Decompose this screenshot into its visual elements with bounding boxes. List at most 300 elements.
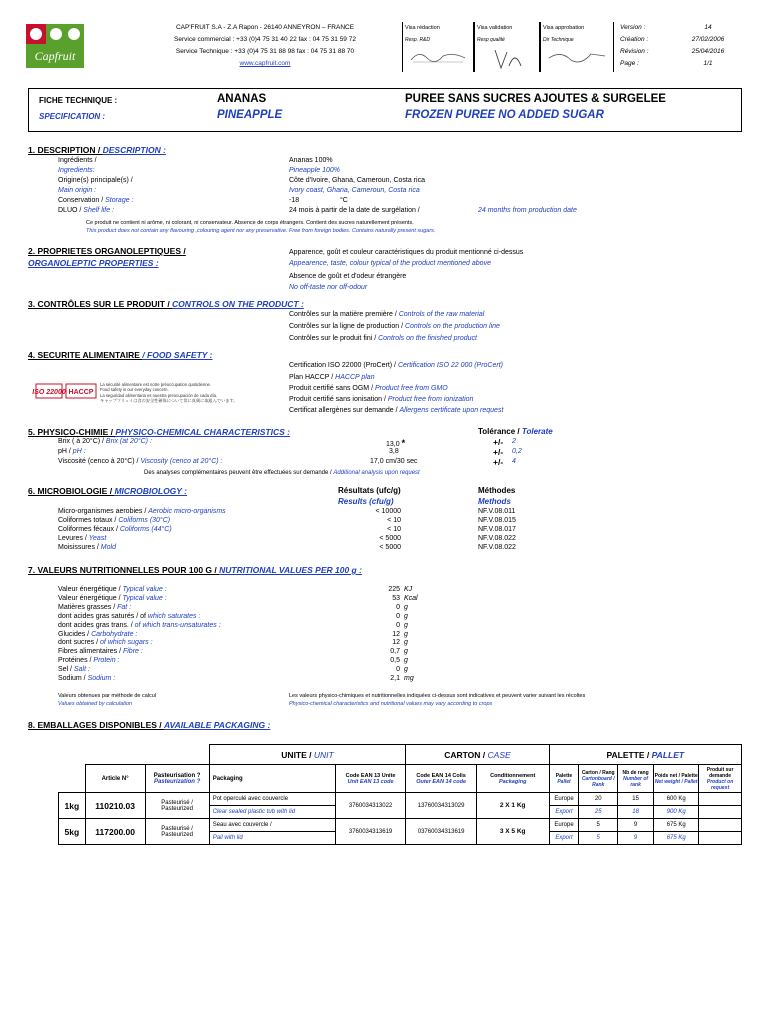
food-safety-motto <box>100 382 237 404</box>
pack-size: 5kg <box>59 819 86 845</box>
spec-label: SPECIFICATION : <box>39 112 106 121</box>
nutrition-fr: Matières grasses / <box>58 603 118 611</box>
micro-row <box>58 544 116 551</box>
nutrition-en: of which trans-unsaturates : <box>134 621 221 629</box>
fs-en: Product free from GMO <box>374 385 448 392</box>
pallet-rang: 20 <box>579 793 617 806</box>
micro-value: < 10000 <box>375 508 401 515</box>
pack-size: 1kg <box>59 793 86 819</box>
nutrition-row <box>58 657 120 664</box>
micro-en: Coliforms (30°C) <box>118 517 171 524</box>
past-fr: Pasteurisé / <box>161 799 193 806</box>
title-box <box>28 88 742 132</box>
physico-row <box>58 458 222 465</box>
nutrition-en: Fibre : <box>122 648 143 656</box>
nutrition-fr: Protéines / <box>58 657 94 665</box>
tolerance-fr: Tolérance / <box>478 427 522 436</box>
signature-title: Visa validation <box>477 25 513 31</box>
meta-label: Page : <box>620 60 639 67</box>
nutrition-unit: g <box>404 648 408 656</box>
micro-en: Aerobic micro-organisms <box>148 508 226 515</box>
meta-label: Version : <box>620 24 646 31</box>
pack-ean13: 3760034313619 <box>335 819 406 845</box>
col-fr: Conditionnement <box>490 772 536 779</box>
pallet-request <box>699 806 742 819</box>
section-controls-heading <box>28 299 304 309</box>
signature-validation <box>474 22 540 72</box>
nutrition-fr: Sodium / <box>58 675 88 682</box>
col-nb-rank <box>617 765 653 793</box>
nutrition-value: 53 <box>392 594 400 602</box>
organoleptic-line2-fr: Absence de goût et d'odeur étrangère <box>289 273 407 280</box>
product-desc-en: FROZEN PUREE NO ADDED SUGAR <box>405 109 604 121</box>
iso-haccp-logo <box>32 378 98 408</box>
motto-jp: キャップフリュイは食の安全性確保について常に真剣に取組んでいます。 <box>100 398 238 404</box>
col-article: Article N° <box>85 765 145 793</box>
organoleptic-line1-fr: Apparence, goût et couleur caractéristiques du produit mentionné ci-dessus <box>289 249 524 256</box>
plus-minus: +/- <box>493 447 504 457</box>
ingredients-label-fr: Ingrédients / <box>58 157 97 164</box>
pallet-en: PALLET <box>651 749 685 760</box>
control-fr: Contrôles sur la ligne de production / <box>289 323 405 330</box>
food-safety-item <box>289 385 448 392</box>
col-en: Cartonboard / Rank <box>581 775 615 788</box>
handwritten-signature <box>409 48 469 66</box>
col-conditionnement <box>476 765 549 793</box>
meta-value: 25/04/2016 <box>691 48 725 55</box>
food-safety-item <box>289 362 503 369</box>
origin-label-fr: Origine(s) principale(s) / <box>58 177 133 184</box>
col-fr: Palette <box>555 772 573 779</box>
capfruit-logo <box>26 24 84 68</box>
pallet-type: Export <box>549 806 579 819</box>
micro-value: < 10 <box>387 517 401 524</box>
micro-value: < 10 <box>387 526 401 533</box>
nutrition-en: Typical value : <box>122 594 167 602</box>
nutrition-value: 225 <box>388 586 400 593</box>
micro-value: < 5000 <box>379 544 401 551</box>
pallet-header <box>549 745 741 765</box>
nutrition-row <box>58 586 167 593</box>
meta-value: 27/02/2006 <box>691 36 725 43</box>
signature-redaction <box>402 22 474 72</box>
nutrition-row <box>58 595 167 602</box>
physico-tol: 4 <box>512 458 516 465</box>
nutrition-unit: g <box>404 630 408 638</box>
pallet-nb: 9 <box>617 832 653 845</box>
carton-en: CASE <box>487 749 511 760</box>
micro-results-fr: Résultats (ufc/g) <box>338 486 401 495</box>
fs-fr: Produit certifié sans ionisation / <box>289 396 388 403</box>
control-fr: Contrôles sur le produit fini / <box>289 335 379 342</box>
pallet-fr: PALETTE / <box>606 749 652 760</box>
physico-note <box>144 470 420 476</box>
pallet-type: Export <box>549 832 579 845</box>
micro-method: NF.V.08.022 <box>478 535 516 542</box>
fs-en: Allergens certificate upon request <box>399 407 504 414</box>
pack-cond: 2 X 1 Kg <box>476 793 549 819</box>
control-fr: Contrôles sur la matière première / <box>289 311 399 318</box>
col-fr: Carton / Rang <box>581 769 615 776</box>
col-en: Net weight / Pallet <box>654 778 698 785</box>
meta-revision <box>620 48 742 59</box>
col-en: Number of rank <box>623 775 649 788</box>
signature-role: Resp qualité <box>477 37 505 43</box>
micro-fr: Coliformes fécaux / <box>58 526 120 533</box>
physico-tol: 2 <box>512 438 516 445</box>
micro-en: Yeast <box>88 535 107 542</box>
carton-header <box>406 745 549 765</box>
pallet-weight: 675 Kg <box>654 819 699 832</box>
physico-fr: Brix ( à 20°C) / <box>58 438 106 445</box>
physico-row <box>58 438 152 445</box>
food-safety-item <box>289 396 473 403</box>
pallet-nb: 15 <box>617 793 653 806</box>
col-fr: Code EAN 14 Colis <box>416 772 466 779</box>
signature-role: Dir Technique <box>543 37 574 43</box>
pallet-weight: 600 Kg <box>654 793 699 806</box>
section-organoleptic-heading-fr: 2. PROPRIETES ORGANOLEPTIQUES / <box>28 246 186 256</box>
nutrition-en: of which sugars : <box>100 639 153 647</box>
heading-fr: 8. EMBALLAGES DISPONIBLES / <box>28 720 165 730</box>
product-name-fr: ANANAS <box>217 93 267 105</box>
fiche-label: FICHE TECHNIQUE : <box>39 96 118 105</box>
nutrition-value: 12 <box>392 639 400 647</box>
past-fr: Pasteurisé / <box>161 825 193 832</box>
nutrition-fr: dont acides gras trans. / <box>58 621 135 629</box>
heading-en: CONTROLS ON THE PRODUCT : <box>172 299 304 309</box>
pack-pasteurisation <box>145 793 209 819</box>
nutrition-unit: g <box>404 603 408 611</box>
heading-fr: 7. VALEURS NUTRITIONNELLES POUR 100 G / <box>28 565 220 575</box>
section-description-heading <box>28 145 166 155</box>
nutrition-unit: g <box>404 666 408 674</box>
heading-en: AVAILABLE PACKAGING : <box>164 720 271 730</box>
past-en: Pasteurized <box>161 805 193 812</box>
table-row <box>59 819 742 832</box>
meta-label: Création : <box>620 36 649 43</box>
product-name-en: PINEAPPLE <box>217 109 283 121</box>
physico-en: Brix (at 20°C) : <box>105 438 152 445</box>
svg-text:Capfruit: Capfruit <box>34 49 76 63</box>
dluo-value-en: 24 months from production date <box>478 207 577 214</box>
handwritten-signature <box>481 48 531 70</box>
nutrition-indicative-en: Physico-chemical characteristics and nutritional values may vary according to crops <box>289 701 493 707</box>
col-en: Packaging <box>498 778 527 785</box>
heading-en: MICROBIOLOGY : <box>114 486 188 496</box>
physico-value: 3,8 <box>389 448 399 455</box>
storage-unit: °C <box>340 197 348 204</box>
pallet-rang: 5 <box>579 819 617 832</box>
nutrition-fr: Valeur énergétique / <box>58 594 123 602</box>
nutrition-row <box>58 666 90 673</box>
micro-fr: Micro-organismes aerobies / <box>58 508 149 515</box>
nutrition-en: Typical value : <box>122 586 167 593</box>
nutrition-value: 12 <box>392 630 400 638</box>
pack-desc-en: Pail with lid <box>209 832 335 845</box>
nutrition-row <box>58 639 153 646</box>
fs-fr: Plan HACCP / <box>289 374 336 381</box>
fs-en: Product free from ionization <box>387 396 474 403</box>
nutrition-fr: Fibres alimentaires / <box>58 648 123 656</box>
section-nutrition-heading <box>28 565 362 575</box>
ingredients-label-en: Ingredients: <box>58 167 95 174</box>
fs-fr: Certificat allergènes sur demande / <box>289 407 400 414</box>
micro-method: NF.V.08.017 <box>478 526 516 533</box>
table-row <box>59 793 742 806</box>
pack-desc-fr: Seau avec couvercle / <box>209 819 335 832</box>
col-fr: Pasteurisation ? <box>153 772 201 779</box>
nutrition-unit: mg <box>404 675 414 682</box>
nutrition-row <box>58 631 137 638</box>
pallet-request <box>699 793 742 806</box>
physico-fr: Viscosité (cenco à 20°C) / <box>58 458 141 465</box>
micro-row <box>58 517 170 524</box>
nutrition-fr: Sel / <box>58 666 74 674</box>
handwritten-signature <box>547 48 607 66</box>
micro-row <box>58 535 106 542</box>
pallet-request <box>699 832 742 845</box>
pack-cond: 3 X 5 Kg <box>476 819 549 845</box>
heading-fr: 5. PHYSICO-CHIMIE / <box>28 427 116 437</box>
plus-minus: +/- <box>493 457 504 467</box>
nutrition-value: 0,7 <box>390 648 400 656</box>
empty-cell <box>59 745 210 765</box>
pallet-nb: 9 <box>617 819 653 832</box>
nutrition-row <box>58 622 221 629</box>
heading-fr: 1. DESCRIPTION / <box>28 145 103 155</box>
approval-grid <box>402 22 742 72</box>
micro-method: NF.V.08.015 <box>478 517 516 524</box>
company-address: CAP'FRUIT S.A - Z.A Rapon - 26140 ANNEYRON – FRANCE <box>175 24 355 31</box>
pack-desc-fr: Pot operculé avec couvercle <box>209 793 335 806</box>
pack-article: 117200.00 <box>85 819 145 845</box>
storage-value: -18 <box>289 197 300 204</box>
origin-value-en: Ivory coast, Ghana, Cameroun, Costa rica <box>289 187 420 194</box>
nutrition-unit: KJ <box>404 586 413 593</box>
col-pallet <box>549 765 579 793</box>
pallet-request <box>699 819 742 832</box>
micro-row <box>58 526 172 533</box>
col-packaging: Packaging <box>209 765 335 793</box>
micro-method: NF.V.08.022 <box>478 544 516 551</box>
heading-en: NUTRITIONAL VALUES PER 100 g : <box>219 565 362 575</box>
nutrition-calc-fr: Valeurs obtenues par méthode de calcul <box>58 693 157 699</box>
col-fr: Code EAN 13 Unite <box>345 772 396 779</box>
pallet-rang: 5 <box>579 832 617 845</box>
ingredients-value-fr: Ananas 100% <box>289 157 333 164</box>
pack-ean14: 13760034313029 <box>406 793 477 819</box>
nutrition-row <box>58 675 115 682</box>
nutrition-en: Protein : <box>93 657 120 665</box>
origin-value-fr: Côte d'Ivoire, Ghana, Cameroun, Costa rica <box>289 177 425 184</box>
col-en: Pallet <box>557 778 571 785</box>
past-en: Pasteurized <box>161 831 193 838</box>
physico-en: Viscosity (cenco at 20°C) : <box>140 458 223 465</box>
pack-desc-en: Clear sealed plastic tub with lid <box>209 806 335 819</box>
physico-fr: pH / <box>58 448 73 455</box>
meta-page <box>620 60 742 71</box>
nutrition-calc-en: Values obtained by calculation <box>58 701 133 707</box>
section-organoleptic-heading-en: ORGANOLEPTIC PROPERTIES : <box>28 258 159 268</box>
nutrition-en: Sodium : <box>87 675 116 682</box>
nutrition-unit: g <box>404 612 408 620</box>
organoleptic-line1-en: Appearence, taste, colour typical of the product mentioned above <box>289 260 491 267</box>
control-item <box>289 335 477 342</box>
col-on-request <box>699 765 742 793</box>
physico-en: pH : <box>72 448 86 455</box>
nutrition-value: 0,5 <box>390 657 400 665</box>
tolerance-header <box>478 427 553 436</box>
nutrition-value: 2,1 <box>390 675 400 682</box>
plus-minus: +/- <box>493 437 504 447</box>
haccp-logo-text: HACCP <box>68 389 94 396</box>
motto-es: La seguridad alimentaria es nuestra preocupación de cada día. <box>100 392 218 398</box>
fs-fr: Certification ISO 22000 (ProCert) / <box>289 362 398 369</box>
dluo-value-fr: 24 mois à partir de la date de surgélation / <box>289 207 420 214</box>
nutrition-en: Carbohydrate : <box>91 630 138 638</box>
physico-value: 13,0 <box>386 441 400 448</box>
physico-tol: 0,2 <box>512 448 522 455</box>
nutrition-unit: g <box>404 621 408 629</box>
unit-header <box>209 745 406 765</box>
micro-en: Coliforms (44°C) <box>119 526 172 533</box>
website-link[interactable]: www.capfruit.com <box>239 60 291 67</box>
control-en: Controls of the raw material <box>398 311 485 318</box>
unit-fr: UNITE / <box>281 749 314 760</box>
heading-en: PHYSICO-CHEMICAL CHARACTERISTICS : <box>115 427 290 437</box>
micro-fr: Levures / <box>58 535 89 542</box>
origin-label-en: Main origin : <box>58 187 97 194</box>
nutrition-en: Salt : <box>73 666 90 674</box>
meta-creation <box>620 36 742 47</box>
food-safety-item <box>289 374 375 381</box>
control-item <box>289 311 484 318</box>
nutrition-value: 0 <box>396 621 400 629</box>
food-safety-item <box>289 407 503 414</box>
micro-value: < 5000 <box>379 535 401 542</box>
dluo-label-en: Shelf life : <box>83 207 115 214</box>
iso-logo-text: ISO 22000 <box>32 389 66 396</box>
nutrition-row <box>58 648 143 655</box>
col-en: Product on request <box>706 778 734 791</box>
pallet-weight: 900 Kg <box>654 806 699 819</box>
section-packaging-heading <box>28 720 270 730</box>
nutrition-fr: dont sucres / <box>58 639 101 647</box>
heading-fr: 6. MICROBIOLOGIE / <box>28 486 115 496</box>
pack-article: 110210.03 <box>85 793 145 819</box>
meta-value: 1/1 <box>703 60 713 67</box>
nutrition-fr: dont acides gras saturés / of <box>58 612 148 620</box>
nutrition-value: 0 <box>396 666 400 674</box>
nutrition-fr: Valeur énergétique / <box>58 586 123 593</box>
physico-value: 17,0 cm/30 sec <box>370 458 418 465</box>
pallet-weight: 675 Kg <box>654 832 699 845</box>
col-fr: Produit sur demande <box>706 766 734 779</box>
motto-fr: La sécurité alimentaire est notre préoccupation quotidienne. <box>100 382 212 387</box>
micro-methods-fr: Méthodes <box>478 486 516 495</box>
dluo-label-fr: DLUO / <box>58 207 82 214</box>
physico-mark: * <box>401 438 406 448</box>
nutrition-unit: g <box>404 639 408 647</box>
signature-approbation <box>540 22 614 72</box>
nutrition-row <box>58 613 200 620</box>
pallet-type: Europe <box>549 793 579 806</box>
nutrition-en: Fat : <box>117 603 132 611</box>
col-ean14 <box>406 765 477 793</box>
micro-en: Mold <box>100 544 116 551</box>
section-micro-heading <box>28 486 187 496</box>
unit-en: UNIT <box>313 749 334 760</box>
physico-note-fr: Des analyses complémentaires peuvent être effectuées sur demande / <box>144 470 334 476</box>
nutrition-unit: Kcal <box>404 594 418 602</box>
control-item <box>289 323 500 330</box>
packaging-table <box>58 744 742 845</box>
pallet-rang: 25 <box>579 806 617 819</box>
col-net-weight <box>654 765 699 793</box>
carton-fr: CARTON / <box>444 749 488 760</box>
pack-ean14: 03760034313619 <box>406 819 477 845</box>
micro-row <box>58 508 226 515</box>
control-en: Controls on the finished product <box>378 335 477 342</box>
physico-note-en: Additional analysis upon request <box>333 470 420 476</box>
nutrition-en: which saturates : <box>147 612 201 620</box>
control-en: Controls on the production line <box>404 323 500 330</box>
storage-label-fr: Conservation / <box>58 197 104 204</box>
pallet-type: Europe <box>549 819 579 832</box>
nutrition-indicative-fr: Les valeurs physico-chimiques et nutritionnelles indiquées ci-dessus sont indicatives et peuvent varier suivant les récoltes <box>289 693 586 699</box>
micro-fr: Moisissures / <box>58 544 101 551</box>
fs-en: HACCP plan <box>335 374 375 381</box>
technical-contact: Service Technique : +33 (0)4 75 31 88 98 fax : 04 75 31 88 70 <box>175 48 355 55</box>
meta-version <box>620 24 742 35</box>
col-rank <box>579 765 617 793</box>
col-pasteurisation <box>145 765 209 793</box>
col-en: Outer EAN 14 code <box>416 778 467 785</box>
commercial-contact: Service commercial : +33 (0)4 75 31 40 22 fax : 04 75 31 59 72 <box>174 36 356 43</box>
physico-row <box>58 448 86 455</box>
micro-results-en: Results (cfu/g) <box>338 497 394 506</box>
nutrition-unit: g <box>404 657 408 665</box>
fs-fr: Produit certifié sans OGM / <box>289 385 375 392</box>
nutrition-row <box>58 604 131 611</box>
col-fr: Nb de rang <box>622 769 649 776</box>
section-physico-heading <box>28 427 290 437</box>
heading-en: DESCRIPTION : <box>102 145 166 155</box>
organoleptic-line2-en: No off-taste nor off-odour <box>289 284 368 291</box>
description-note-en: This product does not contain any flavouring ,colouring agent nor any preservative. Free from foreign bodies. Contains naturally present sugars. <box>86 228 436 234</box>
signature-role: Resp. R&D <box>405 37 431 43</box>
tolerance-en: Tolerate <box>521 427 553 436</box>
heading-fr: 4. SECURITE ALIMENTAIRE <box>28 350 143 360</box>
empty-cell <box>59 765 86 793</box>
heading-en: / FOOD SAFETY : <box>142 350 213 360</box>
col-en: Pasteurization ? <box>153 778 201 785</box>
signature-title: Visa rédaction <box>405 25 440 31</box>
pack-ean13: 3760034313022 <box>335 793 406 819</box>
col-en: Unit EAN 13 code <box>347 778 394 785</box>
pallet-nb: 18 <box>617 806 653 819</box>
micro-methods-en: Methods <box>478 497 511 506</box>
fs-en: Certification ISO 22 000 (ProCert) <box>397 362 503 369</box>
section-food-safety-heading <box>28 350 213 360</box>
nutrition-value: 0 <box>396 612 400 620</box>
meta-label: Révision : <box>620 48 649 55</box>
nutrition-fr: Glucides / <box>58 630 92 638</box>
meta-value: 14 <box>704 24 712 31</box>
col-fr: Poids net / Palette <box>654 772 698 779</box>
storage-label-en: Storage : <box>105 197 134 204</box>
